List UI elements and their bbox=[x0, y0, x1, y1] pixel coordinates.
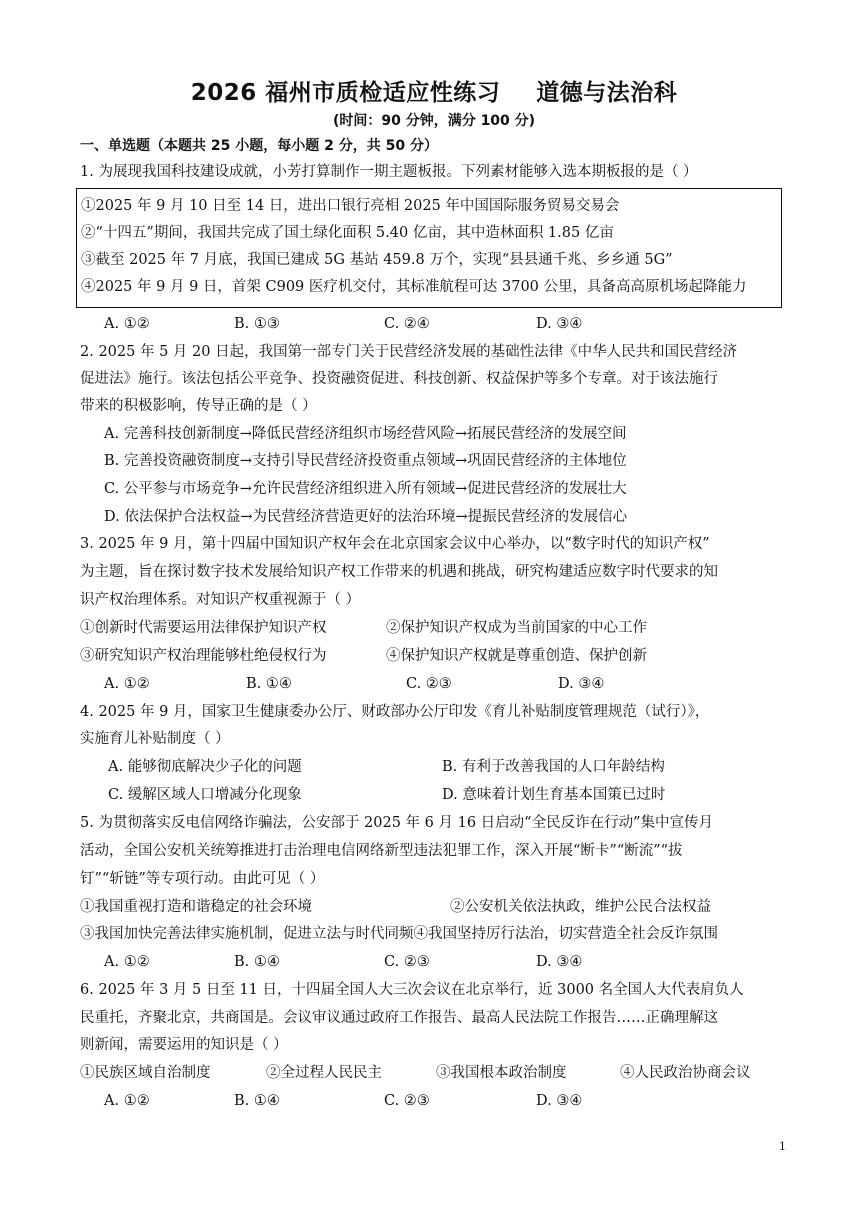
option-a[interactable]: A. ①② bbox=[104, 1093, 150, 1109]
option-c[interactable]: C. ②③ bbox=[406, 676, 452, 692]
q1-item: ①2025 年 9 月 10 日至 14 日，进出口银行亮相 2025 年中国国际服务贸易交易会 bbox=[81, 198, 620, 214]
option-b[interactable]: B. ①④ bbox=[246, 676, 292, 692]
option-d[interactable]: D. ③④ bbox=[558, 676, 605, 692]
q3-stem-line: 为主题，旨在探讨数字技术发展给知识产权工作带来的机遇和挑战，研究构建适应数字时代要求的知 bbox=[80, 564, 718, 580]
q2-stem-line: 2. 2025 年 5 月 20 日起，我国第一部专门关于民营经济发展的基础性法律《中华人民共和国民营经济 bbox=[80, 344, 738, 360]
option-a[interactable]: A. ①② bbox=[104, 676, 150, 692]
option-a[interactable]: A. ①② bbox=[104, 954, 150, 970]
q6-stem-line: 6. 2025 年 3 月 5 日至 11 日，十四届全国人大三次会议在北京举行，近 3000 名全国人大代表肩负人 bbox=[80, 982, 744, 998]
q4-options-row bbox=[108, 757, 808, 777]
q5-items-row bbox=[80, 924, 808, 944]
option-a[interactable]: A. ①② bbox=[104, 316, 150, 332]
q3-items-row bbox=[80, 618, 808, 638]
q6-stem-line: 则新闻，需要运用的知识是（ ） bbox=[80, 1037, 288, 1053]
q5-item: ②公安机关依法执政，维护公民合法权益 bbox=[450, 899, 711, 915]
q5-item: ④我国坚持厉行法治，切实营造全社会反诈氛围 bbox=[413, 926, 718, 942]
q1-stem: 1. 为展现我国科技建设成就，小芳打算制作一期主题板报。下列素材能够入选本期板报的是（ ） bbox=[80, 164, 698, 180]
q5-options bbox=[104, 952, 808, 972]
q2-stem-line: 促进法》施行。该法包括公平竞争、投资融资促进、科技创新、权益保护等多个专章。对于该法施行 bbox=[80, 371, 718, 387]
q3-stem-line: 识产权治理体系。对知识产权重视源于（ ） bbox=[80, 592, 361, 608]
option-c[interactable]: C. 公平参与市场竞争→允许民营经济组织进入所有领域→促进民营经济的发展壮大 bbox=[104, 481, 627, 497]
option-d[interactable]: D. ③④ bbox=[536, 316, 583, 332]
q4-stem-line: 4. 2025 年 9 月，国家卫生健康委办公厅、财政部办公厅印发《育儿补贴制度管理规范（试行）》， bbox=[80, 704, 710, 720]
option-d[interactable]: D. 依法保护合法权益→为民营经济营造更好的法治环境→提振民营经济的发展信心 bbox=[104, 509, 628, 525]
title-subject: 道德与法治科 bbox=[536, 80, 678, 106]
title-main: 2026 福州市质检适应性练习 bbox=[190, 80, 501, 106]
option-d[interactable]: D. ③④ bbox=[536, 954, 583, 970]
option-c[interactable]: C. 缓解区域人口增减分化现象 bbox=[108, 787, 302, 803]
q3-item: ①创新时代需要运用法律保护知识产权 bbox=[80, 620, 327, 636]
q2-stem-line: 带来的积极影响，传导正确的是（ ） bbox=[80, 398, 317, 414]
q5-stem-line: 钉”“斩链”等专项行动。由此可见（ ） bbox=[80, 871, 325, 887]
exam-time-score: (时间：90 分钟，满分 100 分) bbox=[332, 113, 536, 129]
q3-stem-line: 3. 2025 年 9 月，第十四届中国知识产权年会在北京国家会议中心举办，以“数字时代的知识产权” bbox=[80, 536, 710, 552]
option-b[interactable]: B. 有利于改善我国的人口年龄结构 bbox=[442, 759, 665, 775]
section-heading: 一、单选题（本题共 25 小题，每小题 2 分，共 50 分） bbox=[80, 138, 438, 154]
q5-items-row bbox=[80, 897, 808, 917]
q1-options bbox=[104, 314, 808, 334]
q6-item: ②全过程人民民主 bbox=[266, 1065, 382, 1081]
option-a[interactable]: A. 能够彻底解决少子化的问题 bbox=[108, 759, 302, 775]
option-d[interactable]: D. 意味着计划生育基本国策已过时 bbox=[442, 787, 666, 803]
option-b[interactable]: B. ①④ bbox=[234, 1093, 280, 1109]
option-b[interactable]: B. ①③ bbox=[234, 316, 280, 332]
q4-stem-line: 实施育儿补贴制度（ ） bbox=[80, 731, 230, 747]
q6-items-row bbox=[80, 1063, 808, 1083]
q5-item: ③我国加快完善法律实施机制，促进立法与时代同频 bbox=[80, 926, 414, 942]
q6-item: ①民族区域自治制度 bbox=[80, 1065, 211, 1081]
option-b[interactable]: B. ①④ bbox=[234, 954, 280, 970]
option-b[interactable]: B. 完善投资融资制度→支持引导民营经济投资重点领域→巩固民营经济的主体地位 bbox=[104, 453, 627, 469]
q3-item: ②保护知识产权成为当前国家的中心工作 bbox=[386, 620, 647, 636]
q1-item: ③截至 2025 年 7 月底，我国已建成 5G 基站 459.8 万个，实现“县县通千兆、乡乡通 5G” bbox=[81, 252, 673, 268]
q6-options bbox=[104, 1091, 808, 1111]
q3-item: ③研究知识产权治理能够杜绝侵权行为 bbox=[80, 648, 327, 664]
q3-item: ④保护知识产权就是尊重创造、保护创新 bbox=[386, 648, 647, 664]
option-a[interactable]: A. 完善科技创新制度→降低民营经济组织市场经营风险→拓展民营经济的发展空间 bbox=[104, 426, 627, 442]
q1-item: ④2025 年 9 月 9 日，首架 C909 医疗机交付，其标准航程可达 3700 公里，具备高高原机场起降能力 bbox=[81, 279, 747, 295]
q5-stem-line: 活动，全国公安机关统筹推进打击治理电信网络新型违法犯罪工作，深入开展“断卡”“断流”“拔 bbox=[80, 843, 683, 859]
q6-item: ④人民政治协商会议 bbox=[620, 1065, 751, 1081]
q1-material-box bbox=[76, 188, 782, 308]
q3-items-row bbox=[80, 646, 808, 666]
option-c[interactable]: C. ②③ bbox=[384, 954, 430, 970]
q3-options bbox=[104, 674, 808, 694]
q5-item: ①我国重视打造和谐稳定的社会环境 bbox=[80, 899, 312, 915]
page-title bbox=[0, 74, 868, 107]
option-d[interactable]: D. ③④ bbox=[536, 1093, 583, 1109]
option-c[interactable]: C. ②④ bbox=[384, 316, 430, 332]
q6-item: ③我国根本政治制度 bbox=[436, 1065, 567, 1081]
q4-options-row bbox=[108, 785, 808, 805]
q5-stem-line: 5. 为贯彻落实反电信网络诈骗法，公安部于 2025 年 6 月 16 日启动“全民反诈在行动”集中宣传月 bbox=[80, 815, 713, 831]
page-number: 1 bbox=[779, 1140, 786, 1153]
option-c[interactable]: C. ②③ bbox=[384, 1093, 430, 1109]
q1-item: ②“十四五”期间，我国共完成了国土绿化面积 5.40 亿亩，其中造林面积 1.85 亿亩 bbox=[81, 225, 614, 241]
q6-stem-line: 民重托，齐聚北京，共商国是。会议审议通过政府工作报告、最高人民法院工作报告……正确理解这 bbox=[80, 1010, 718, 1026]
